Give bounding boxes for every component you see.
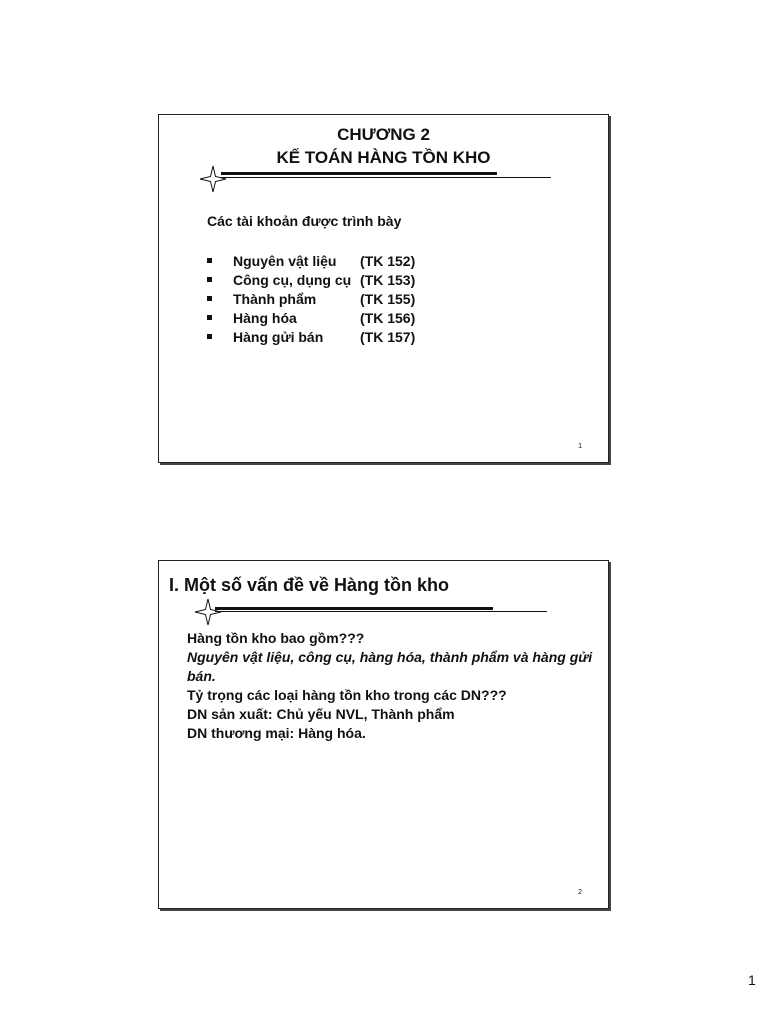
account-name: Nguyên vật liệu xyxy=(233,252,337,269)
square-bullet-icon xyxy=(207,277,212,282)
body-line: DN thương mại: Hàng hóa. xyxy=(187,725,366,741)
chapter-label: CHƯƠNG 2 xyxy=(337,125,430,144)
list-item xyxy=(207,251,415,270)
account-name: Thành phẩm xyxy=(233,290,317,307)
slide-1 xyxy=(158,114,609,463)
account-name: Công cụ, dụng cụ xyxy=(233,271,352,288)
body-line-italic: Nguyên vật liệu, công cụ, hàng hóa, thành phẩm và hàng gửi bán. xyxy=(187,649,593,684)
title-underline-thin xyxy=(215,611,547,612)
account-name: Hàng hóa xyxy=(233,309,297,326)
title-underline-thick xyxy=(215,607,493,610)
list-item xyxy=(207,289,415,308)
body-line: DN sản xuất: Chủ yếu NVL, Thành phẩm xyxy=(187,706,455,722)
square-bullet-icon xyxy=(207,334,212,339)
account-code: (TK 155) xyxy=(360,290,416,307)
account-name: Hàng gửi bán xyxy=(233,328,324,345)
body-line: Tỷ trọng các loại hàng tồn kho trong các DN??? xyxy=(187,687,507,703)
account-code: (TK 153) xyxy=(360,271,416,288)
slide-2-title: I. Một số vấn đề về Hàng tồn kho xyxy=(169,575,450,595)
account-list xyxy=(207,251,415,346)
chapter-title: KẾ TOÁN HÀNG TỒN KHO xyxy=(276,148,491,167)
slide-page-number: 1 xyxy=(578,443,582,450)
slide-2 xyxy=(158,560,609,909)
four-point-star-icon xyxy=(194,598,222,626)
four-point-star-icon xyxy=(199,165,227,193)
square-bullet-icon xyxy=(207,296,212,301)
list-item xyxy=(207,327,415,346)
account-code: (TK 156) xyxy=(360,309,416,326)
slide-1-title xyxy=(159,123,608,169)
square-bullet-icon xyxy=(207,258,212,263)
square-bullet-icon xyxy=(207,315,212,320)
title-underline-thick xyxy=(221,172,497,175)
list-item xyxy=(207,308,415,327)
list-item xyxy=(207,270,415,289)
slide-page-number: 2 xyxy=(578,889,582,896)
sheet-page-number: 1 xyxy=(748,972,756,988)
body-line: Hàng tồn kho bao gồm??? xyxy=(187,630,365,646)
title-underline-thin xyxy=(221,177,551,178)
account-code: (TK 157) xyxy=(360,328,416,345)
slide-2-body xyxy=(187,629,602,743)
account-code: (TK 152) xyxy=(360,252,416,269)
accounts-intro: Các tài khoản được trình bày xyxy=(207,213,402,229)
